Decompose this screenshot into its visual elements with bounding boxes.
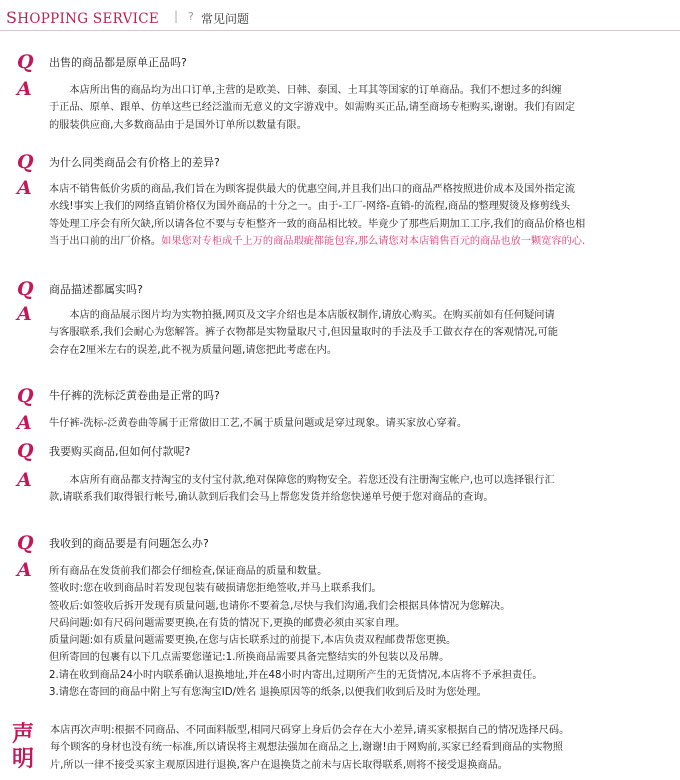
faq-question: 为什么同类商品会有价格上的差异? [49, 156, 220, 169]
statement-icon-top: 声 [12, 721, 35, 747]
a-icon: A [17, 559, 32, 581]
answer-line: 2.请在收到商品24小时内联系确认退换地址,并在48小时内寄出,过期所产生的无货情况,本店将不予承担责任。 [49, 669, 543, 681]
answer-line: 所有商品在发货前我们都会仔细检查,保证商品的质量和数量。 [49, 566, 328, 577]
statement-line: 本店再次声明:根据不同商品、不同面料版型,相同尺码穿上身后仍会存在大小差异,请买家根据自己的情况选择尺码。 [50, 725, 570, 736]
brand-rest: HOPPING SERVICE [17, 11, 160, 27]
answer-line: 与客服联系,我们会耐心为您解答。裤子衣物都是实物量取尺寸,但因量取时的手法及手工做衣存在的客观情况,可能 [49, 327, 558, 339]
statement-line: 每个顾客的身材也没有统一标准,所以请误将主观想法强加在商品之上,谢谢!由于网购前,买家已经看到商品的实物照 [50, 742, 563, 754]
faq-question: 牛仔裤的洗标泛黄卷曲是正常的吗? [49, 389, 220, 402]
faq-question: 出售的商品都是原单正品吗? [49, 56, 187, 69]
q-icon: Q [17, 151, 34, 173]
q-icon: Q [17, 532, 34, 554]
answer-line: 本店的商品展示图片均为实物拍摄,网页及文字介绍也是本店版权制作,请放心购买。在购买前如有任何疑问请 [49, 310, 555, 321]
answer-line: 本店所有商品都支持淘宝的支付宝付款,绝对保障您的购物安全。若您还没有注册淘宝帐户,也可以选择银行汇 [49, 475, 555, 486]
highlight-note: 如果您对专柜成千上万的商品瑕疵都能包容,那么请您对本店销售百元的商品也放一颗宽容的心. [161, 235, 586, 247]
faq-answer [49, 472, 674, 507]
faq-answer [49, 415, 674, 432]
statement-line: 片,所以一律不接受买家主观原因进行退换,客户在退换货之前未与店长取得联系,则将不接受退换商品。 [50, 759, 508, 771]
answer-line: 水线!事实上我们的网络直销价格仅为国外商品的十分之一。由于-工厂-网络-直销-的流程,商品的整理熨烫及修剪线头 [49, 201, 571, 213]
answer-line: 会存在2厘米左右的误差,此不视为质量问题,请您把此考虑在内。 [49, 344, 338, 356]
q-icon: Q [17, 440, 34, 462]
answer-line: 于正品、原单、跟单、仿单这些已经泛滥而无意义的文字游戏中。如需购买正品,请至商场专柜购买,谢谢。我们有固定 [49, 102, 576, 114]
faq-answer [49, 563, 674, 701]
answer-line: 但所寄回的包裹有以下几点需要您谨记:1.所换商品需要具备完整结实的外包装以及吊牌。 [49, 652, 450, 664]
question-marker-icon: ? [188, 10, 194, 23]
answer-line: 签收时:您在收到商品时若发现包装有破损请您拒绝签收,并马上联系我们。 [49, 583, 382, 595]
answer-line: 签收后:如签收后拆开发现有质量问题,也请你不要着急,尽快与我们沟通,我们会根据具体情况为您解决。 [49, 600, 511, 612]
faq-answer [49, 307, 674, 359]
answer-line: 本店不销售低价劣质的商品,我们旨在为顾客提供最大的优惠空间,并且我们出口的商品严格按照进价成本及国外指定流 [49, 184, 576, 195]
answer-line: 款,请联系我们取得银行帐号,确认款到后我们会马上帮您发货并给您快递单号便于您对商品的查询。 [49, 492, 494, 504]
statement-text [50, 722, 675, 774]
answer-line: 3.请您在寄回的商品中附上写有您淘宝ID/姓名 退换原因等的纸条,以便我们收到后及时为您处理。 [49, 687, 487, 699]
a-icon: A [17, 177, 32, 199]
statement-icon-bottom: 明 [12, 746, 35, 772]
faq-question: 商品描述都属实吗? [49, 283, 143, 296]
header-separator: | [174, 9, 179, 23]
faq-answer [49, 82, 674, 134]
a-icon: A [17, 303, 32, 325]
answer-line: 牛仔裤-洗标-泛黄卷曲等属于正常做旧工艺,不属于质量问题或是穿过现象。请买家放心穿着。 [49, 418, 468, 429]
a-icon: A [17, 469, 32, 491]
page-title: 常见问题 [201, 12, 250, 26]
faq-answer [49, 181, 674, 250]
answer-line: 本店所出售的商品均为出口订单,主营的是欧美、日韩、泰国、土耳其等国家的订单商品。我们不想过多的纠缠 [49, 85, 562, 96]
answer-line: 尺码问题:如有尺码问题需要更换,在有货的情况下,更换的邮费必须由买家自理。 [49, 617, 406, 629]
brand-initial: S [6, 8, 18, 27]
a-icon: A [17, 78, 32, 100]
faq-question: 我要购买商品,但如何付款呢? [49, 445, 191, 458]
q-icon: Q [17, 51, 34, 73]
faq-question: 我收到的商品要是有问题怎么办? [49, 537, 209, 550]
answer-line [49, 233, 674, 250]
brand-title [6, 8, 159, 27]
answer-text: 当于出口前的出厂价格。 [49, 235, 162, 247]
q-icon: Q [17, 278, 34, 300]
answer-line: 的服装供应商,大多数商品由于是国外订单所以数量有限。 [49, 119, 307, 131]
answer-line: 质量问题:如有质量问题需要更换,在您与店长联系过的前提下,本店负责双程邮费帮您更换。 [49, 635, 457, 647]
header-divider [0, 30, 680, 31]
page-header [0, 0, 680, 30]
q-icon: Q [17, 385, 34, 407]
a-icon: A [17, 412, 32, 434]
answer-line: 等处理工序会有所欠缺,所以请各位不要与专柜整齐一致的商品相比较。毕竟少了那些后期加工工序,我们的商品价格也相 [49, 218, 586, 230]
